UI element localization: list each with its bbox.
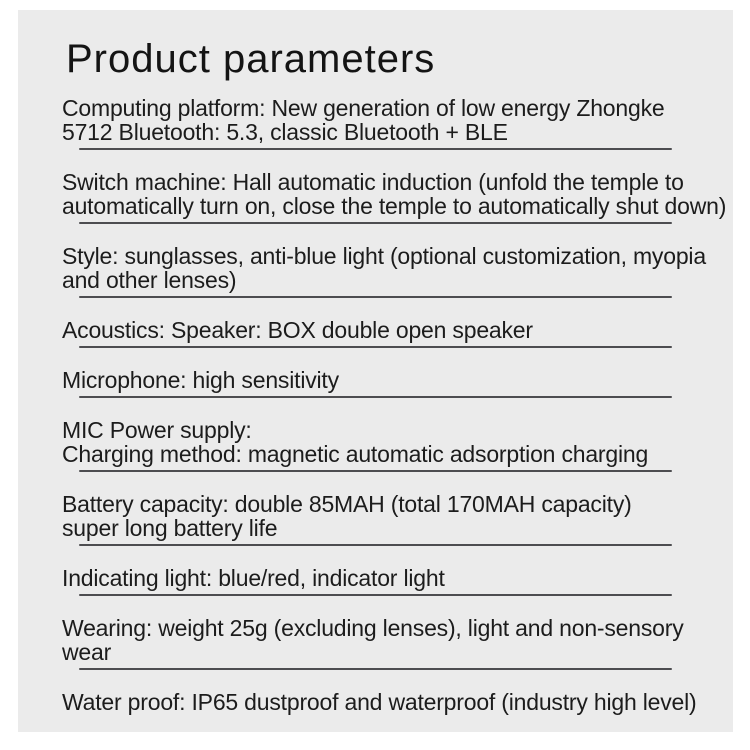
spec-item bbox=[62, 492, 717, 546]
spec-line: MIC Power supply: bbox=[62, 417, 252, 443]
spec-line: and other lenses) bbox=[62, 267, 237, 293]
page-title: Product parameters bbox=[66, 37, 436, 81]
divider bbox=[79, 668, 672, 670]
spec-line: Indicating light: blue/red, indicator light bbox=[62, 565, 445, 591]
spec-line: Charging method: magnetic automatic adsorption charging bbox=[62, 441, 649, 467]
divider bbox=[79, 594, 672, 596]
spec-line: Microphone: high sensitivity bbox=[62, 367, 339, 393]
spec-item bbox=[62, 169, 727, 224]
spec-line: Battery capacity: double 85MAH (total 170MAH capacity) bbox=[62, 491, 632, 517]
divider bbox=[79, 296, 672, 298]
spec-item bbox=[62, 418, 717, 472]
divider bbox=[79, 148, 672, 150]
divider bbox=[79, 346, 672, 348]
spec-line: super long battery life bbox=[62, 515, 278, 541]
spec-line: wear bbox=[62, 639, 112, 665]
spec-line: Wearing: weight 25g (excluding lenses), light and non-sensory bbox=[62, 615, 684, 641]
divider bbox=[79, 544, 672, 546]
spec-line: 5712 Bluetooth: 5.3, classic Bluetooth + BLE bbox=[62, 119, 508, 145]
spec-list bbox=[62, 95, 727, 715]
divider bbox=[79, 396, 672, 398]
spec-item bbox=[62, 244, 717, 298]
spec-line: Acoustics: Speaker: BOX double open speaker bbox=[62, 317, 533, 343]
divider bbox=[79, 470, 672, 472]
spec-item bbox=[62, 368, 717, 398]
divider bbox=[79, 222, 672, 224]
spec-item bbox=[62, 96, 717, 150]
spec-line: automatically turn on, close the temple to automatically shut down) bbox=[62, 193, 727, 219]
product-parameters-panel bbox=[18, 10, 733, 732]
spec-item bbox=[62, 566, 717, 596]
spec-line: Computing platform: New generation of low energy Zhongke bbox=[62, 95, 665, 121]
spec-line: Switch machine: Hall automatic induction (unfold the temple to bbox=[62, 169, 684, 195]
spec-item bbox=[62, 616, 717, 670]
spec-item bbox=[62, 318, 717, 348]
spec-item bbox=[62, 690, 717, 714]
spec-line: Style: sunglasses, anti-blue light (optional customization, myopia bbox=[62, 243, 706, 269]
spec-line: Water proof: IP65 dustproof and waterproof (industry high level) bbox=[62, 689, 697, 715]
